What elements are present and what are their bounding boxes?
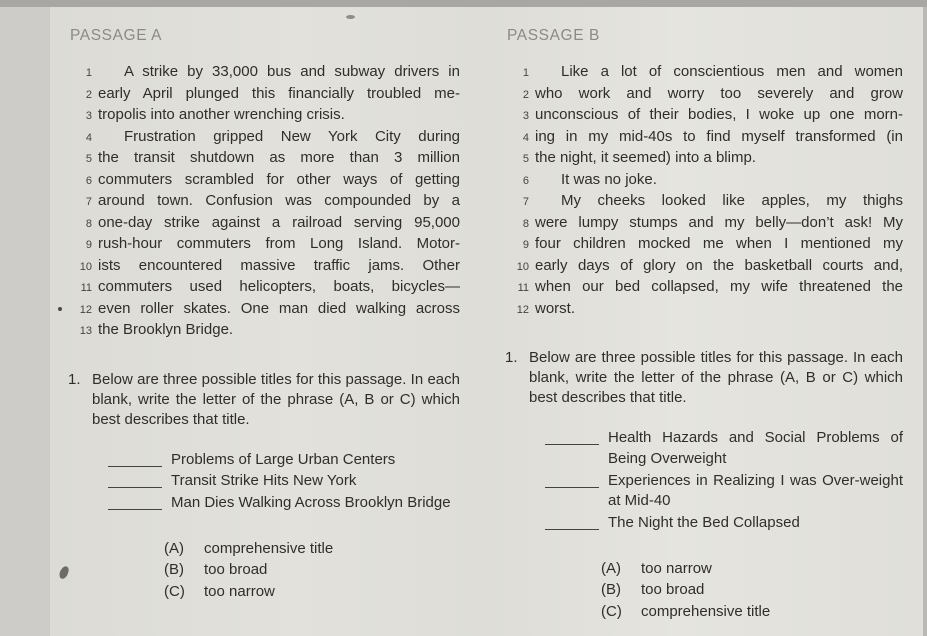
line-text: My cheeks looked like apples, my thighs xyxy=(561,192,903,209)
question-text: Below are three possible titles for this passage. In each blank, write the letter of the phrase (A, B or C) which best describes that title. xyxy=(92,370,460,428)
option-letter: (C) xyxy=(601,602,622,620)
passage-line xyxy=(68,299,460,321)
answer-blank xyxy=(545,513,599,530)
line-number: 2 xyxy=(85,88,92,101)
line-text: the transit shutdown as more than 3 million xyxy=(98,149,460,166)
line-text: worst. xyxy=(535,299,576,317)
passage-line xyxy=(505,277,903,299)
line-text: unconscious of their bodies, I woke up one morn- xyxy=(535,106,903,123)
line-text: Like a lot of conscientious men and women xyxy=(561,63,903,80)
answer-key-item xyxy=(164,581,460,603)
passage-heading: PASSAGE A xyxy=(70,27,163,44)
line-text: ists encountered massive traffic jams. Other xyxy=(98,256,460,274)
title-option: Man Dies Walking Across Brooklyn Bridge xyxy=(171,494,451,512)
line-number: 5 xyxy=(522,153,529,165)
passage-line xyxy=(68,277,460,299)
line-number: 10 xyxy=(79,260,92,273)
passage-text xyxy=(505,62,903,320)
passage-line xyxy=(505,84,903,106)
line-text: when our bed collapsed, my wife threatened the xyxy=(535,278,903,295)
line-number: 3 xyxy=(85,110,92,122)
answer-key-item xyxy=(164,559,460,581)
title-option: Health Hazards and Social Problems of Being Overweight xyxy=(608,429,903,467)
question-number: 1. xyxy=(505,349,518,366)
line-text: the night, it seemed) into a blimp. xyxy=(535,149,756,166)
passage-line xyxy=(505,62,903,84)
line-text: It was no joke. xyxy=(561,170,657,188)
line-text: early April plunged this financially troubled me- xyxy=(98,84,460,102)
passage-line xyxy=(68,127,460,149)
line-text: who work and worry too severely and grow xyxy=(535,84,903,102)
line-text: one-day strike against a railroad serving 95,000 xyxy=(98,213,460,231)
two-column-layout xyxy=(50,7,923,636)
question xyxy=(505,348,903,408)
title-blank-row xyxy=(108,450,460,471)
line-text: ing in my mid-40s to find myself transformed (in xyxy=(535,127,903,145)
line-text: early days of glory on the basketball courts and, xyxy=(535,256,903,274)
line-text: rush-hour commuters from Long Island. Motor- xyxy=(98,235,460,252)
line-text: A strike by 33,000 bus and subway drivers in xyxy=(124,63,460,80)
line-text: even roller skates. One man died walking across xyxy=(98,299,460,317)
option-letter: (B) xyxy=(164,561,184,579)
line-text: around town. Confusion was compounded by a xyxy=(98,192,460,209)
answer-blank xyxy=(108,450,162,467)
title-blank-row xyxy=(108,493,460,514)
line-number: 6 xyxy=(85,174,92,187)
column-passage-b xyxy=(505,27,903,636)
line-number: 9 xyxy=(522,239,529,251)
option-label: too broad xyxy=(204,561,268,579)
line-number: 1 xyxy=(522,67,529,79)
option-label: comprehensive title xyxy=(204,539,334,557)
passage-line xyxy=(505,170,903,192)
answer-key-item xyxy=(601,601,903,623)
line-number: 4 xyxy=(522,131,529,144)
title-option: Problems of Large Urban Centers xyxy=(171,450,396,468)
passage-line xyxy=(68,170,460,192)
passage-line xyxy=(505,191,903,213)
line-number: 3 xyxy=(522,110,529,122)
answer-blank xyxy=(545,471,599,488)
line-number: 11 xyxy=(517,282,529,294)
column-passage-a xyxy=(68,27,460,636)
line-number: 12 xyxy=(516,303,529,316)
title-blank-row xyxy=(108,471,460,492)
line-text: tropolis into another wrenching crisis. xyxy=(98,106,345,123)
line-number: 4 xyxy=(85,131,92,144)
passage-line xyxy=(505,234,903,256)
passage-line xyxy=(505,256,903,278)
title-blank-row xyxy=(545,428,903,470)
line-text: were lumpy stumps and my belly—don’t ask! My xyxy=(535,213,903,231)
scan-edge xyxy=(0,0,927,7)
line-text: four children mocked me when I mentioned my xyxy=(535,235,903,252)
answer-key-list xyxy=(601,558,903,623)
option-letter: (A) xyxy=(601,559,621,577)
line-number: 8 xyxy=(522,217,529,230)
line-number: 9 xyxy=(85,239,92,251)
passage-text xyxy=(68,62,460,342)
passage-line xyxy=(68,148,460,170)
passage-line xyxy=(68,105,460,127)
passage-line xyxy=(68,256,460,278)
line-number: 7 xyxy=(522,196,529,208)
line-number: 11 xyxy=(80,282,92,294)
line-number: 1 xyxy=(85,67,92,79)
question-number: 1. xyxy=(68,370,81,388)
passage-line xyxy=(505,299,903,321)
passage-line xyxy=(68,320,460,342)
passage-line xyxy=(68,62,460,84)
answer-blank xyxy=(545,428,599,445)
option-letter: (B) xyxy=(601,581,621,599)
line-number: 6 xyxy=(522,174,529,187)
option-label: too broad xyxy=(641,581,705,599)
scan-left-margin xyxy=(0,7,50,636)
line-text: commuters used helicopters, boats, bicycles— xyxy=(98,278,460,295)
title-option: The Night the Bed Collapsed xyxy=(608,514,800,532)
title-blank-list xyxy=(108,450,460,514)
title-blank-row xyxy=(545,513,903,534)
title-blank-list xyxy=(545,428,903,534)
question xyxy=(68,370,460,430)
option-label: too narrow xyxy=(204,582,275,600)
passage-line xyxy=(505,148,903,170)
answer-key-item xyxy=(601,558,903,580)
passage-line xyxy=(505,213,903,235)
passage-line xyxy=(505,127,903,149)
passage-line xyxy=(68,234,460,256)
passage-line xyxy=(68,84,460,106)
line-number: 13 xyxy=(79,325,92,337)
answer-key-list xyxy=(164,538,460,603)
line-text: commuters scrambled for other ways of getting xyxy=(98,170,460,188)
option-label: comprehensive title xyxy=(641,602,771,620)
title-option: Experiences in Realizing I was Over-weight at Mid-40 xyxy=(608,471,903,510)
answer-key-item xyxy=(601,579,903,601)
line-number: 5 xyxy=(85,153,92,165)
answer-key-item xyxy=(164,538,460,560)
line-number: 2 xyxy=(522,88,529,101)
passage-heading: PASSAGE B xyxy=(507,27,600,44)
option-letter: (C) xyxy=(164,582,185,600)
line-number: 12 xyxy=(79,303,92,316)
answer-blank xyxy=(108,471,162,488)
line-number: 7 xyxy=(85,196,92,208)
title-option: Transit Strike Hits New York xyxy=(171,472,357,490)
option-letter: (A) xyxy=(164,539,184,557)
line-number: 10 xyxy=(516,260,529,273)
line-number: 8 xyxy=(85,217,92,230)
line-text: Frustration gripped New York City during xyxy=(124,127,460,145)
passage-line xyxy=(68,213,460,235)
answer-blank xyxy=(108,493,162,510)
option-label: too narrow xyxy=(641,559,712,577)
line-text: the Brooklyn Bridge. xyxy=(98,321,234,338)
title-blank-row xyxy=(545,471,903,513)
passage-line xyxy=(505,105,903,127)
question-text: Below are three possible titles for this passage. In each blank, write the letter of the phrase (A, B or C) which best describes that title. xyxy=(529,349,903,406)
passage-line xyxy=(68,191,460,213)
